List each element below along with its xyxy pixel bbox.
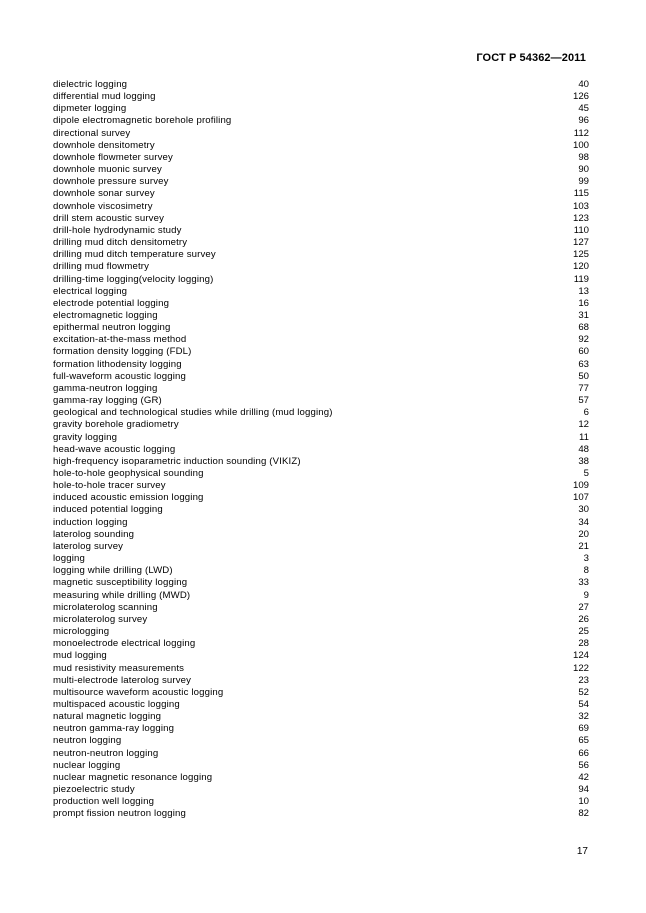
- index-entry: [53, 152, 589, 164]
- index-term: neutron gamma-ray logging: [53, 723, 175, 735]
- index-entry: [53, 334, 589, 346]
- index-term: excitation-at-the-mass method: [53, 334, 187, 346]
- index-term: geological and technological studies while drilling (mud logging): [53, 407, 333, 419]
- index-term: hole-to-hole geophysical sounding: [53, 468, 204, 479]
- index-term: neutron logging: [53, 735, 122, 747]
- index-term: micrologging: [53, 626, 110, 638]
- index-page-ref: 3: [583, 553, 589, 565]
- index-entry: [53, 346, 589, 358]
- index-page-ref: 63: [578, 358, 589, 370]
- index-page-ref: 65: [578, 735, 589, 747]
- index-term: full-waveform acoustic logging: [53, 370, 187, 382]
- index-term: magnetic susceptibility logging: [53, 577, 188, 589]
- index-entry: [53, 699, 589, 711]
- index-term: drill stem acoustic survey: [53, 212, 165, 224]
- page-number: 17: [576, 846, 588, 857]
- index-term: logging: [53, 553, 85, 565]
- index-term: drilling mud flowmetry: [53, 261, 150, 273]
- index-page-ref: 56: [578, 759, 589, 771]
- index-page-ref: 26: [578, 613, 589, 625]
- index-entry: [53, 614, 589, 626]
- index-entry: [53, 261, 589, 273]
- index-entry: [53, 274, 589, 286]
- index-term: drilling mud ditch densitometry: [53, 237, 188, 249]
- index-entry: [53, 760, 589, 772]
- index-entry: [53, 529, 589, 541]
- index-term: natural magnetic logging: [53, 711, 162, 723]
- index-page-ref: 12: [578, 419, 589, 431]
- index-entry: [53, 541, 589, 553]
- index-term: neutron-neutron logging: [53, 747, 159, 759]
- index-page-ref: 48: [578, 443, 589, 455]
- index-entry: [53, 201, 589, 213]
- index-page-ref: 27: [578, 601, 589, 613]
- index-term: directional survey: [53, 127, 131, 139]
- index-entry: [53, 225, 589, 237]
- index-term: downhole densitometry: [53, 139, 155, 151]
- index-page-ref: 66: [578, 747, 589, 759]
- index-page-ref: 125: [572, 249, 589, 261]
- index-entry: [53, 310, 589, 322]
- index-page-ref: 115: [573, 188, 589, 200]
- index-term: laterolog sounding: [53, 528, 135, 540]
- index-entry: [53, 784, 589, 796]
- index-term: induced acoustic emission logging: [53, 492, 204, 504]
- index-term: hole-to-hole tracer survey: [53, 480, 166, 492]
- index-entry: [53, 395, 589, 407]
- index-page-ref: 107: [572, 492, 589, 504]
- index-page-ref: 25: [578, 626, 589, 638]
- index-entry: [53, 79, 589, 91]
- index-entry: [53, 371, 589, 383]
- index-page-ref: 11: [579, 431, 589, 443]
- index-term: formation density logging (FDL): [53, 346, 192, 358]
- index-page-ref: 100: [572, 139, 589, 151]
- index-entry: [53, 650, 589, 662]
- index-page-ref: 38: [578, 455, 589, 467]
- index-term: epithermal neutron logging: [53, 322, 171, 334]
- index-page-ref: 109: [572, 480, 589, 492]
- index-page-ref: 52: [578, 686, 589, 698]
- index-entry: [53, 456, 589, 468]
- index-page-ref: 94: [578, 784, 589, 796]
- index-page-ref: 50: [578, 370, 589, 382]
- index-page-ref: 96: [578, 115, 589, 127]
- index-entry: [53, 577, 589, 589]
- index-term: dipmeter logging: [53, 103, 127, 115]
- index-entry: [53, 213, 589, 225]
- index-entry: [53, 249, 589, 261]
- index-page-ref: 54: [578, 698, 589, 710]
- index-page-ref: 9: [583, 589, 589, 601]
- index-page-ref: 20: [578, 528, 589, 540]
- index-page-ref: 120: [572, 261, 589, 273]
- index-page-ref: 23: [578, 674, 589, 686]
- index-term: multisource waveform acoustic logging: [53, 686, 224, 698]
- index-entry: [53, 602, 589, 614]
- index-page-ref: 82: [578, 808, 589, 820]
- index-term: production well logging: [53, 796, 155, 808]
- index-entry: [53, 286, 589, 298]
- index-page-ref: 5: [583, 468, 589, 479]
- index-page-ref: 42: [578, 771, 589, 783]
- index-entry: [53, 492, 589, 504]
- index-entry: [53, 176, 589, 188]
- index-page-ref: 77: [578, 382, 589, 394]
- index-term: electromagnetic logging: [53, 309, 158, 321]
- index-entry: [53, 115, 589, 127]
- index-term: downhole sonar survey: [53, 188, 155, 200]
- index-term: monoelectrode electrical logging: [53, 638, 196, 650]
- index-term: dipole electromagnetic borehole profiling: [53, 115, 232, 127]
- index-term: microlaterolog scanning: [53, 601, 158, 613]
- index-term: gravity logging: [53, 431, 118, 443]
- index-entry: [53, 638, 589, 650]
- index-entry: [53, 663, 589, 675]
- index-page-ref: 103: [572, 200, 589, 212]
- index-entry: [53, 711, 589, 723]
- index-entry: [53, 419, 589, 431]
- index-term: prompt fission neutron logging: [53, 808, 187, 820]
- index-entry: [53, 772, 589, 784]
- index-entry: [53, 565, 589, 577]
- index-term: formation lithodensity logging: [53, 358, 182, 370]
- index-entry: [53, 553, 589, 565]
- index-page-ref: 34: [578, 516, 589, 528]
- index-entry: [53, 164, 589, 176]
- index-entry: [53, 675, 589, 687]
- index-page-ref: 30: [578, 504, 589, 516]
- index-entry: [53, 480, 589, 492]
- index-term: high-frequency isoparametric induction sounding (VIKIZ): [53, 455, 301, 467]
- index-page-ref: 90: [578, 164, 589, 176]
- index-entry: [53, 407, 589, 419]
- index-page-ref: 92: [578, 334, 589, 346]
- index-page-ref: 127: [572, 237, 589, 249]
- index-term: drilling-time logging(velocity logging): [53, 273, 214, 285]
- index-page-ref: 28: [578, 638, 589, 650]
- index-page-ref: 69: [578, 723, 589, 735]
- document-header: ГОСТ Р 54362—2011: [476, 52, 586, 64]
- index-term: mud logging: [53, 650, 107, 662]
- index-term: nuclear magnetic resonance logging: [53, 771, 213, 783]
- index-term: multi-electrode laterolog survey: [53, 674, 192, 686]
- index-term: logging while drilling (LWD): [53, 565, 173, 577]
- index-term: electrical logging: [53, 285, 128, 297]
- index-entry: [53, 735, 589, 747]
- index-entry: [53, 432, 589, 444]
- index-page-ref: 6: [583, 407, 589, 419]
- index-term: gamma-ray logging (GR): [53, 395, 162, 407]
- index-page-ref: 99: [578, 176, 589, 188]
- index-page-ref: 31: [578, 309, 589, 321]
- index-entry: [53, 748, 589, 760]
- index-entry: [53, 91, 589, 103]
- index-page-ref: 122: [572, 662, 589, 674]
- index-page-ref: 123: [572, 212, 589, 224]
- index-term: measuring while drilling (MWD): [53, 589, 191, 601]
- index-entry: [53, 140, 589, 152]
- index-term: mud resistivity measurements: [53, 662, 185, 674]
- index-page-ref: 119: [573, 273, 589, 285]
- index-entry-list: [53, 79, 589, 821]
- index-entry: [53, 504, 589, 516]
- index-entry: [53, 517, 589, 529]
- index-term: downhole pressure survey: [53, 176, 169, 188]
- index-term: microlaterolog survey: [53, 613, 148, 625]
- index-page-ref: 10: [578, 796, 589, 808]
- index-term: drilling mud ditch temperature survey: [53, 249, 216, 261]
- index-term: downhole viscosimetry: [53, 200, 153, 212]
- index-page-ref: 126: [572, 91, 589, 103]
- index-term: multispaced acoustic logging: [53, 698, 180, 710]
- index-page-ref: 98: [578, 151, 589, 163]
- index-entry: [53, 128, 589, 140]
- index-entry: [53, 298, 589, 310]
- index-term: electrode potential logging: [53, 297, 170, 309]
- index-entry: [53, 626, 589, 638]
- index-entry: [53, 590, 589, 602]
- index-page-ref: 57: [578, 395, 589, 407]
- index-page-ref: 40: [578, 79, 589, 90]
- index-page-ref: 21: [578, 540, 589, 552]
- index-page-ref: 33: [578, 577, 589, 589]
- index-entry: [53, 796, 589, 808]
- index-entry: [53, 687, 589, 699]
- index-page-ref: 45: [578, 103, 589, 115]
- index-entry: [53, 383, 589, 395]
- index-term: piezoelectric study: [53, 784, 135, 796]
- index-page-ref: 110: [573, 224, 589, 236]
- index-term: laterolog survey: [53, 540, 124, 552]
- index-page-ref: 32: [578, 711, 589, 723]
- index-term: drill-hole hydrodynamic study: [53, 224, 182, 236]
- index-term: induced potential logging: [53, 504, 163, 516]
- index-term: gamma-neutron logging: [53, 382, 158, 394]
- index-page-ref: 13: [578, 285, 589, 297]
- index-page-ref: 8: [583, 565, 589, 577]
- index-entry: [53, 723, 589, 735]
- index-term: dielectric logging: [53, 79, 128, 90]
- index-entry: [53, 103, 589, 115]
- index-entry: [53, 444, 589, 456]
- index-page-ref: 16: [578, 297, 589, 309]
- index-entry: [53, 468, 589, 480]
- index-term: head-wave acoustic logging: [53, 443, 176, 455]
- index-page-ref: 60: [578, 346, 589, 358]
- index-entry: [53, 237, 589, 249]
- index-page-ref: 124: [572, 650, 589, 662]
- index-entry: [53, 188, 589, 200]
- index-entry: [53, 808, 589, 820]
- index-entry: [53, 322, 589, 334]
- index-entry: [53, 359, 589, 371]
- index-term: differential mud logging: [53, 91, 156, 103]
- index-term: induction logging: [53, 516, 128, 528]
- index-term: nuclear logging: [53, 759, 121, 771]
- index-term: gravity borehole gradiometry: [53, 419, 179, 431]
- index-term: downhole flowmeter survey: [53, 151, 173, 163]
- index-term: downhole muonic survey: [53, 164, 162, 176]
- index-page-ref: 68: [578, 322, 589, 334]
- index-page-ref: 112: [573, 127, 589, 139]
